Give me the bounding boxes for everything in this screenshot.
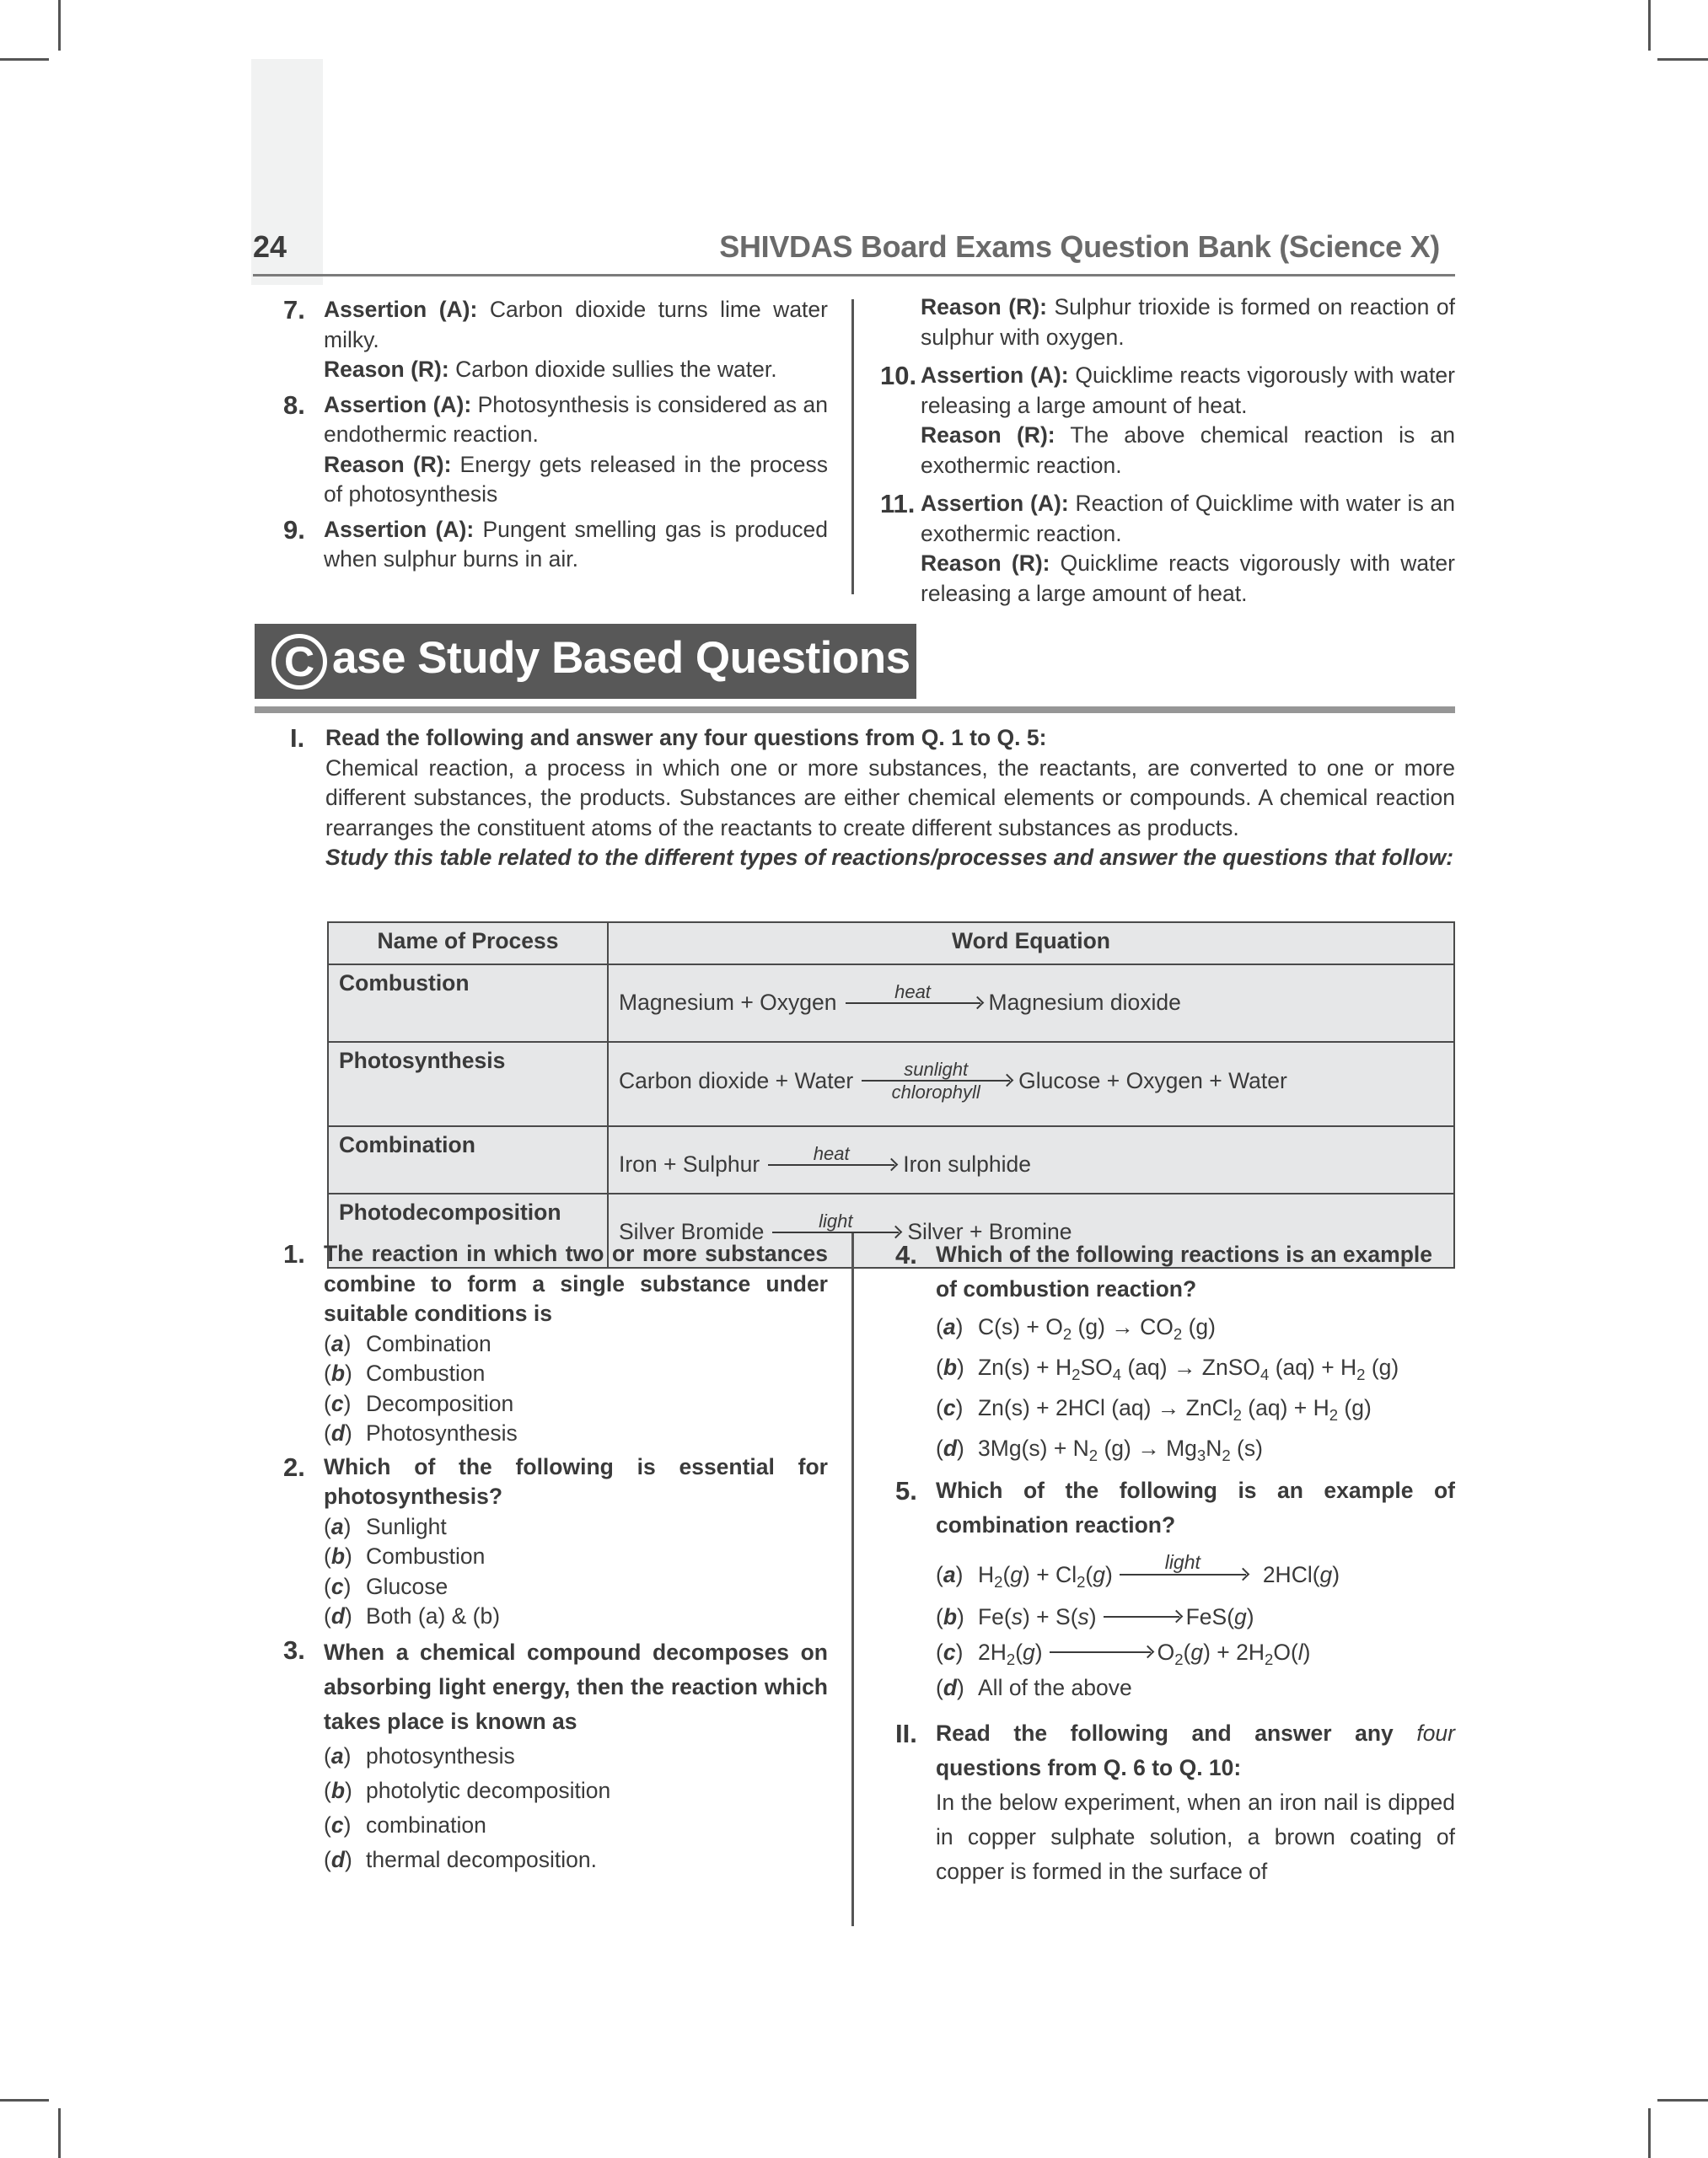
table-row [328,1042,1454,1126]
subscript: 2 [1233,1406,1242,1424]
option [324,1359,828,1389]
assertion-label: Assertion (A): [921,491,1069,516]
question-number: 11. [880,489,916,518]
word-equation-cell [608,964,1454,1042]
option-letter: b [330,1361,346,1386]
assertion-text: Reaction of Quicklime with water is an exothermic reaction. [921,491,1455,546]
arrow-line [768,1164,894,1166]
question-text: Which of the following reactions is an example of combustion reaction? [936,1242,1432,1302]
case-passage: In the below experiment, when an iron nail is dipped in copper sulphate solution, a brown coating of copper is formed in the surface of [936,1790,1455,1884]
option-label: (b) [324,1361,352,1386]
reason-label: Reason (R): [921,294,1047,319]
option-label: (b) [324,1543,352,1569]
crop-mark [1657,58,1708,61]
process-name-cell: Photosynthesis [328,1042,608,1126]
italic-text: s [1011,1603,1023,1629]
process-name-cell: Combustion [328,964,608,1042]
option-label: (d) [936,1674,964,1700]
assertion-text: Pungent smelling gas is produced when sulphur burns in air. [324,516,828,572]
chemical-equation: $C(s) + O_2$ $(g) \to CO_2$ (g) [978,1314,1216,1343]
case-passage: Chemical reaction, a process in which one or more substances, the reactants, are converted to one or more different substances, the products. Substances are either chemical elements or compounds. A chemical reaction rearranges the constituent atoms of the reactants to create different substances as products. [325,754,1455,840]
page-number: 24 [253,229,287,264]
assertion-label: Assertion (A): [324,297,478,322]
option-label: (c) [936,1639,964,1665]
products: Glucose + Oxygen + Water [1018,1067,1287,1093]
question-item [283,389,828,510]
subscript: 2 [1072,1366,1081,1383]
option-letter: c [330,1812,344,1838]
reaction-arrow-icon [1050,1651,1151,1653]
option-text: combination [366,1812,486,1838]
assertion-reason-right-column [880,293,1455,614]
reason-text: Carbon dioxide sullies the water. [455,357,777,382]
section-rule [255,706,1455,713]
option-letter: d [943,1674,958,1700]
option-text: Glucose [366,1573,448,1599]
option-text: Sunlight [366,1513,447,1539]
column-divider [851,1233,854,1926]
reaction-arrow-icon [862,1060,1010,1102]
option-letter: d [330,1846,346,1872]
crop-mark [58,2108,61,2158]
option-text: Decomposition [366,1390,514,1416]
question-number: 5. [895,1476,917,1506]
crop-mark [58,0,61,51]
arrow-condition: light [1164,1551,1200,1573]
question-number: 9. [283,514,305,545]
table-header-row [328,922,1454,964]
italic-text: g [1319,1561,1333,1587]
option-letter: a [330,1513,344,1539]
mcq-question [283,1635,828,1877]
reason-text: Quicklime reacts vigorously with water releasing a large amount of heat. [921,550,1455,606]
option-label: (b) [936,1603,964,1629]
option-letter: a [943,1314,956,1339]
subscript: 2 [1222,1447,1231,1464]
mcq-question [895,1474,1455,1706]
option-letter: c [943,1395,956,1420]
assertion-text: Photosynthesis is considered as an endothermic reaction. [324,391,828,447]
word-equation [619,1048,1443,1102]
question-item [880,489,1455,609]
option-label: (d) [936,1436,964,1461]
arrow-line [846,1002,980,1004]
option [324,1542,828,1572]
option [324,1329,828,1360]
reason-line [324,450,828,510]
question-item [283,295,828,385]
crop-mark [1657,2099,1708,2102]
assertion-text: Quicklime reacts vigorously with water releasing a large amount of heat. [921,362,1455,418]
subscript: 3 [1196,1447,1206,1464]
question-number: 7. [283,295,305,325]
question-item [880,361,1455,480]
option-letter: a [943,1561,956,1587]
crop-mark [0,2099,49,2102]
column-header: Name of Process [328,922,608,964]
option-label: (c) [324,1812,352,1838]
option-label: (a) [324,1513,352,1539]
option-letter: b [943,1355,958,1380]
option [324,1389,828,1420]
option [936,1428,1455,1468]
subscript: 2 [1062,1325,1072,1343]
option-letter: c [943,1639,956,1665]
question-item [283,514,828,575]
reason-line [921,549,1455,609]
case-study-1 [290,723,1455,873]
option-letter: b [330,1777,346,1803]
option [936,1635,1455,1669]
italic-text: s [1077,1603,1089,1629]
reason-text: The above chemical reaction is an exothermic reaction. [921,422,1455,478]
option-label: (a) [936,1561,964,1587]
subscript: 2 [1006,1650,1016,1668]
question-text: Which of the following is an example of combination reaction? [936,1478,1455,1538]
question-text: Which of the following is essential for photosynthesis? [324,1453,828,1509]
option-letter: b [330,1543,346,1569]
running-title: SHIVDAS Board Exams Question Bank (Science X) [719,229,1440,264]
table-row [328,964,1454,1042]
option-letter: c [330,1573,344,1599]
reactions-table [327,921,1455,1269]
mcq-question [283,1239,828,1449]
option-label: (a) [324,1330,352,1356]
arrow-condition: light [819,1211,853,1232]
section-banner [255,624,916,699]
question-number: 1. [283,1239,305,1269]
question-number: 4. [895,1240,917,1270]
mcq-question [895,1237,1455,1468]
option [936,1347,1455,1388]
option [324,1739,828,1774]
option [324,1419,828,1449]
option-text: Both (a) & (b) [366,1603,501,1629]
option-label: (b) [324,1777,352,1803]
subscript: 4 [1112,1366,1122,1383]
option [324,1808,828,1843]
process-name-cell: Photodecomposition [328,1194,608,1268]
reason-label: Reason (R): [921,550,1050,576]
option-letter: d [943,1436,958,1461]
option [936,1551,1455,1598]
reactants: Magnesium + Oxygen [619,990,837,1015]
option [936,1669,1455,1706]
option [936,1598,1455,1635]
option-label: (c) [324,1390,352,1416]
column-header: Word Equation [608,922,1454,964]
word-equation-cell [608,1042,1454,1126]
chemical-equation: $3Mg(s) + N_2$ $(g) \to Mg_3N_2$ (s) [978,1436,1263,1464]
question-text: When a chemical compound decomposes on absorbing light energy, then the reaction which takes place is known as [324,1639,828,1734]
products: Magnesium dioxide [988,990,1181,1015]
arrow-condition-below: chlorophyll [891,1082,980,1103]
reaction-arrow-icon [1104,1616,1179,1618]
question-number: 3. [283,1635,305,1665]
chemical-equation: $Zn(s) + H_2SO_4$ (aq) → ZnSO$_4$ $(aq) + H_2$ (g) [978,1355,1399,1383]
products: 2HCl(g) [1262,1561,1340,1587]
assertion-label: Assertion (A): [324,516,475,542]
option-label: (a) [936,1314,964,1339]
reactants: $H_2(g) + Cl_2(g)$ [978,1561,1113,1591]
option [324,1602,828,1632]
option-label: (c) [324,1573,352,1599]
option-letter: c [330,1390,344,1416]
option [936,1388,1455,1428]
case-number: I. [290,723,305,753]
reason-label: Reason (R): [324,451,452,477]
subscript: 2 [1329,1406,1339,1424]
option-text: Photosynthesis [366,1420,518,1446]
question-number: 10. [880,361,917,390]
option-label: (d) [324,1420,352,1446]
option-text: Combustion [366,1543,486,1569]
reason-text: Energy gets released in the process of photosynthesis [324,451,828,507]
assertion-text: Carbon dioxide turns lime water milky. [324,297,828,352]
option [324,1512,828,1543]
option-text: photolytic decomposition [366,1777,611,1803]
chemical-equation: Zn(s) + 2HCl (aq) → ZnCl$_2$ $(aq) + H_2$ (g) [978,1395,1372,1424]
subscript: 2 [1174,1650,1184,1668]
case-instruction [936,1716,1455,1785]
subscript: 2 [1356,1366,1366,1383]
option-text: Combination [366,1330,491,1356]
word-equation-cell [608,1126,1454,1194]
table-row [328,1126,1454,1194]
reaction-arrow-icon [846,982,980,1016]
option-text: thermal decomposition. [366,1846,597,1872]
section-title: ase Study Based Questions [332,633,910,683]
reason-label: Reason (R): [921,422,1055,448]
italic-text: g [1234,1603,1247,1629]
reaction-arrow-icon [1120,1551,1246,1576]
case-study-2 [895,1716,1455,1889]
products: $O_2(g) + 2H_2O(l)$ [1157,1639,1311,1668]
instruction-text: Read the following and answer any [936,1720,1417,1746]
option-text: Combustion [366,1361,486,1386]
reactants: Silver Bromide [619,1219,765,1244]
reactants: Iron + Sulphur [619,1151,760,1177]
subscript: 2 [994,1572,1003,1591]
assertion-reason-left-column [283,295,828,580]
question-number: 8. [283,389,305,420]
option-label: (a) [324,1742,352,1769]
reactants: Fe(s) + S(s) [978,1603,1097,1629]
reactants: Carbon dioxide + Water [619,1067,854,1093]
option-label: (b) [936,1355,964,1380]
question-text: The reaction in which two or more substances combine to form a single substance under suitable conditions is [324,1241,828,1326]
option-letter: a [330,1330,344,1356]
subscript: 2 [1173,1325,1183,1343]
arrow-line [772,1232,899,1233]
case-study-note: Study this table related to the different types of reactions/processes and answer the questions that follow: [325,845,1454,870]
assertion-label: Assertion (A): [324,391,472,417]
reason-text: Sulphur trioxide is formed on reaction of sulphur with oxygen. [921,294,1455,350]
word-equation [619,1132,1443,1178]
option-text: photosynthesis [366,1742,515,1769]
option [324,1572,828,1602]
option-label: (d) [324,1603,352,1629]
option [324,1843,828,1877]
arrow-condition: heat [813,1143,850,1164]
option-letter: a [330,1742,344,1769]
reason-continuation [884,293,1455,352]
option-label: (d) [324,1846,352,1872]
section-c-circle-icon: C [271,634,327,690]
products: FeS(g) [1185,1603,1254,1629]
arrow-line [862,1080,1010,1082]
option-letter: b [943,1603,958,1629]
header-rule [253,274,1455,276]
option [936,1307,1455,1347]
question-number: 2. [283,1452,305,1482]
option-letter: d [330,1420,346,1446]
reason-label: Reason (R): [324,357,449,382]
option-letter: d [330,1603,346,1629]
reaction-arrow-icon [768,1144,894,1178]
mcq-question [283,1452,828,1632]
italic-text: g [1190,1639,1204,1665]
option [324,1774,828,1808]
instruction-emphasis: four [1416,1720,1455,1746]
italic-text: g [1093,1561,1105,1587]
products: Iron sulphide [903,1151,1031,1177]
subscript: 2 [1265,1650,1274,1668]
italic-text: l [1297,1639,1303,1665]
crop-mark [1648,0,1651,51]
subscript: 2 [1077,1572,1086,1591]
mcq-left-column [283,1239,828,1881]
option-text: All of the above [978,1674,1132,1700]
italic-text: g [1010,1561,1023,1587]
arrow-condition: sunlight [904,1059,969,1080]
process-name-cell: Combination [328,1126,608,1194]
reactants: $2H_2(g)$ [978,1639,1043,1668]
option-label: (c) [936,1395,964,1420]
crop-mark [0,58,49,61]
products: Silver + Bromine [907,1219,1072,1244]
reason-line [324,355,828,385]
instruction-text: questions from Q. 6 to Q. 10: [936,1755,1242,1780]
assertion-label: Assertion (A): [921,362,1069,388]
case-number: II. [895,1719,917,1748]
case-instruction: Read the following and answer any four questions from Q. 1 to Q. 5: [325,725,1047,750]
crop-mark [1648,2108,1651,2158]
arrow-condition: heat [894,981,931,1002]
reason-line [921,421,1455,480]
word-equation [619,970,1443,1016]
subscript: 2 [1088,1447,1098,1464]
mcq-right-column [895,1237,1455,1894]
italic-text: g [1023,1639,1035,1665]
column-divider [851,299,854,594]
subscript: 4 [1260,1366,1270,1383]
